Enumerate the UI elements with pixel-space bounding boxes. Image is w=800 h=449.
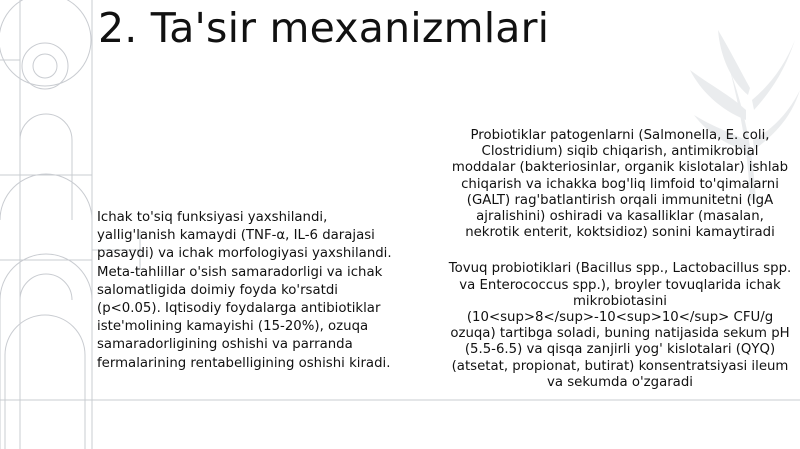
right-paragraph-2: Tovuq probiotiklari (Bacillus spp., Lactobacillus spp. va Enterococcus spp.), broyler tovuqlarida ichak mikrobiotasini (10<sup>8</sup>-10<sup>10</sup> CFU/g ozuqa) tartibga soladi, buning natijasida sekum pH (5.5-6.5) va qisqa zanjirli yog' kislotalari (QYQ) (atsetat, propionat, butirat) konsentratsiyasi ileum va sekumda o'zgaradi bbox=[448, 261, 792, 390]
right-paragraph-1: Probiotiklar patogenlarni (Salmonella, E. coli, Clostridium) siqib chiqarish, antimikrobial moddalar (bakteriosinlar, organik kislotalar) ishlab chiqarish va ichakka bog'liq limfoid to'qimalarni (GALT) rag'batlantirish orqali immunitetni (IgA ajralishini) oshiradi va kasalliklar (masalan, nekrotik enterit, koktsidioz) sonini kamaytiradi bbox=[451, 128, 789, 241]
left-paragraph: Ichak to'siq funksiyasi yaxshilandi, yallig'lanish kamaydi (TNF-α, IL-6 darajasi pasaydi) va ichak morfologiyasi yaxshilandi. Meta-tahlillar o'sish samaradorligi va ichak salomatligida doimiy foyda ko'rsatdi (p<0.05). Iqtisodiy foydalarga antibiotiklar iste'molining kamayishi (15-20%), ozuqa samaradorligining oshishi va parranda fermalarining rentabelligining oshishi kiradi. bbox=[97, 210, 392, 371]
right-text-block bbox=[448, 128, 792, 391]
slide-title: 2. Ta'sir mexanizmlari bbox=[98, 4, 550, 52]
